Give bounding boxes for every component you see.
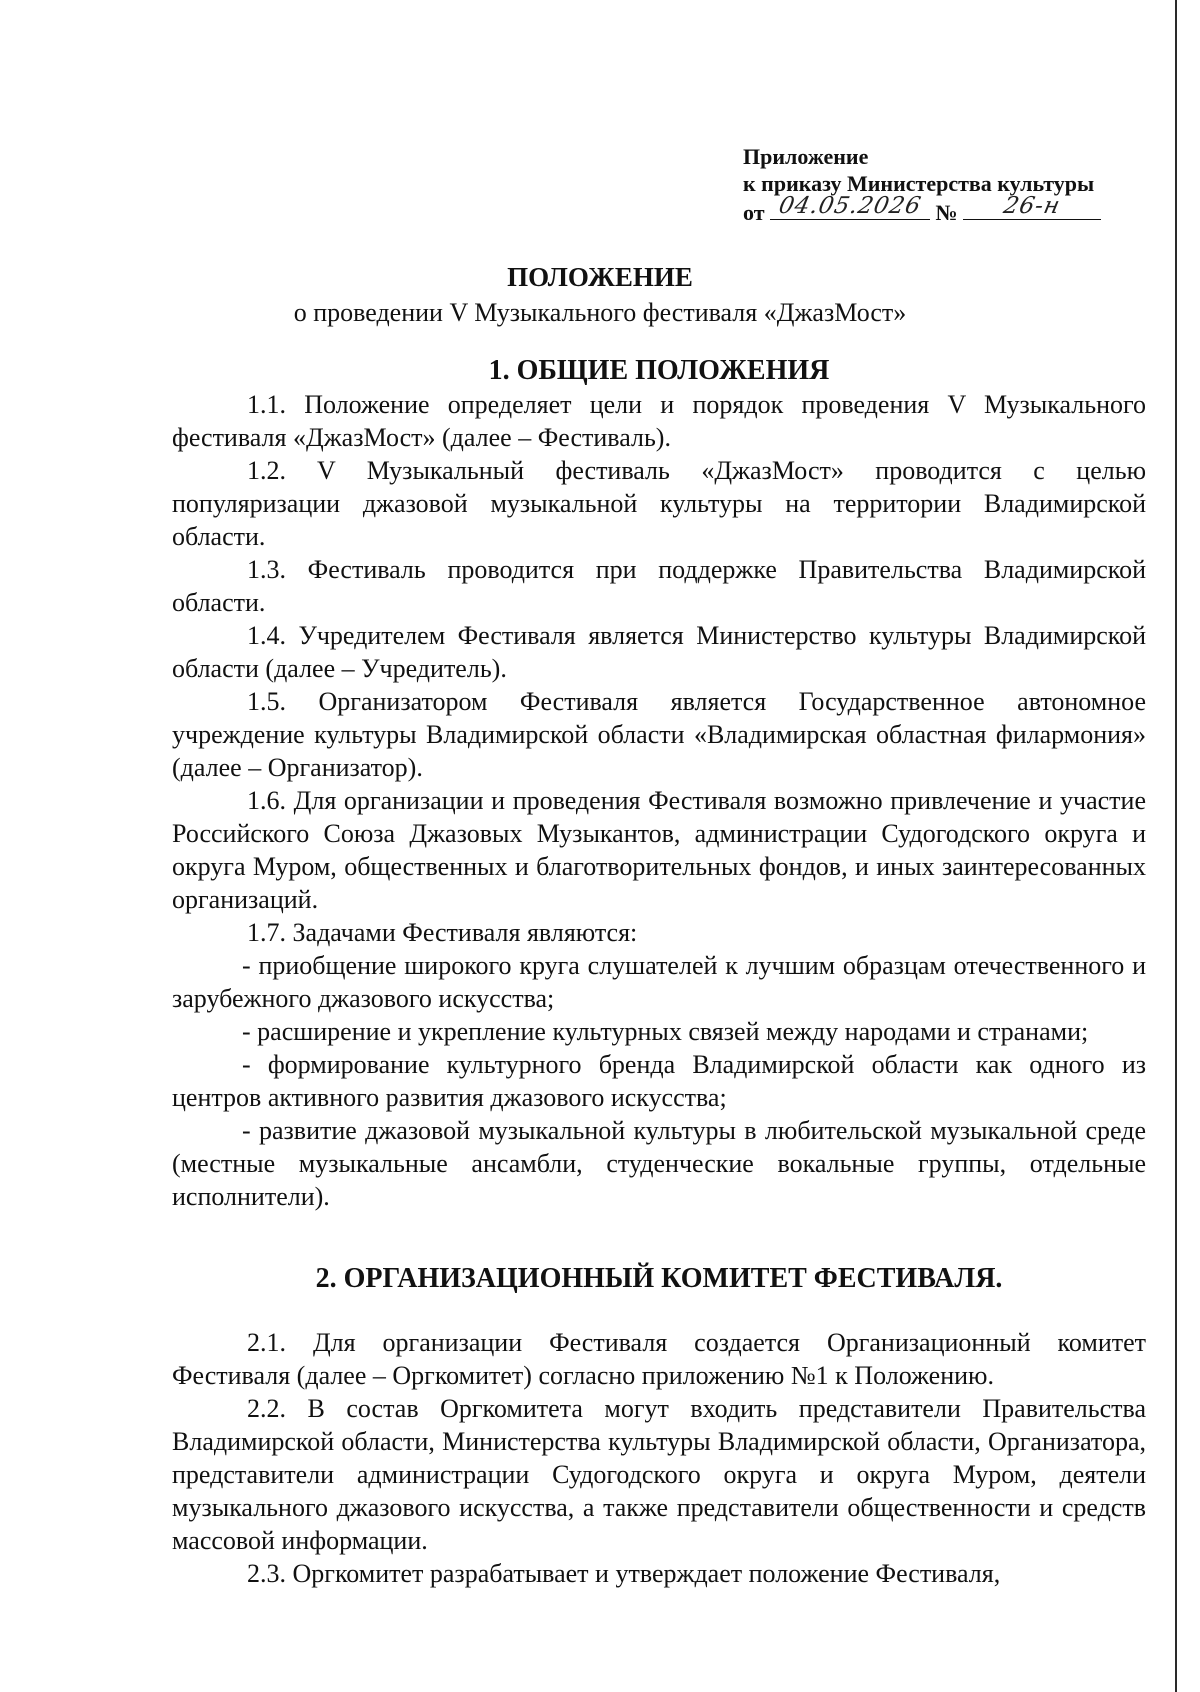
paragraph-1-3: 1.3. Фестиваль проводится при поддержке Правительства Владимирской области.	[172, 555, 1146, 617]
task-item: - развитие джазовой музыкальной культуры в любительской музыкальной среде (местные музыкальные ансамбли, студенческие вокальные группы, отдельные исполнители).	[172, 1116, 1146, 1211]
date-field	[770, 193, 930, 220]
scan-edge-line	[1175, 0, 1177, 1692]
from-label: от	[743, 200, 765, 225]
appendix-label: Приложение	[743, 144, 869, 169]
number-field	[963, 193, 1101, 220]
task-item: - приобщение широкого круга слушателей к лучшим образцам отечественного и зарубежного джазового искусства;	[172, 951, 1146, 1013]
task-item: - формирование культурного бренда Владимирской области как одного из центров активного развития джазового искусства;	[172, 1050, 1146, 1112]
paragraph-1-4: 1.4. Учредителем Фестиваля является Министерство культуры Владимирской области (далее – Учредитель).	[172, 621, 1146, 683]
order-date-number-line	[743, 193, 1153, 226]
paragraph-1-5: 1.5. Организатором Фестиваля является Государственное автономное учреждение культуры Владимирской области «Владимирская областная филармония» (далее – Организатор).	[172, 687, 1146, 782]
document-title: ПОЛОЖЕНИЕ	[507, 262, 693, 292]
handwritten-date: 04.05.2026	[776, 193, 924, 219]
paragraph-2-3: 2.3. Оргкомитет разрабатывает и утверждает положение Фестиваля,	[247, 1559, 1001, 1588]
paragraph-1-6: 1.6. Для организации и проведения Фестиваля возможно привлечение и участие Российского Союза Джазовых Музыкантов, администрации Судогодского округа и округа Муром, общественных и благотворительных фондов, и иных заинтересованных организаций.	[172, 786, 1146, 914]
order-reference: к приказу Министерства культуры	[743, 171, 1095, 196]
paragraph-1-1: 1.1. Положение определяет цели и порядок проведения V Музыкального фестиваля «ДжазМост» (далее – Фестиваль).	[172, 390, 1146, 452]
heading-spacer	[172, 1296, 1146, 1326]
paragraph-2-2: 2.2. В состав Оргкомитета могут входить представители Правительства Владимирской области, Министерства культуры Владимирской области, Организатора, представители администрации Судогодского округа и округа Муром, деятели музыкального джазового искусства, а также представители общественности и средств массовой информации.	[172, 1394, 1146, 1555]
paragraph-2-1: 2.1. Для организации Фестиваля создается Организационный комитет Фестиваля (далее – Оргкомитет) согласно приложению №1 к Положению.	[172, 1328, 1146, 1390]
number-label: №	[935, 200, 958, 225]
document-subtitle: о проведении V Музыкального фестиваля «ДжазМост»	[293, 298, 907, 327]
handwritten-number: 26-н	[1001, 193, 1064, 219]
section-general-provisions	[172, 354, 1146, 1213]
task-item: - расширение и укрепление культурных связей между народами и странами;	[242, 1017, 1089, 1046]
section-organizing-committee	[172, 1262, 1146, 1590]
section-heading: 2. ОРГАНИЗАЦИОННЫЙ КОМИТЕТ ФЕСТИВАЛЯ.	[315, 1263, 1003, 1294]
paragraph-1-7: 1.7. Задачами Фестиваля являются:	[247, 918, 638, 947]
section-heading: 1. ОБЩИЕ ПОЛОЖЕНИЯ	[488, 355, 830, 386]
paragraph-1-2: 1.2. V Музыкальный фестиваль «ДжазМост» проводится с целью популяризации джазовой музыкальной культуры на территории Владимирской области.	[172, 456, 1146, 551]
appendix-header	[743, 143, 1153, 226]
